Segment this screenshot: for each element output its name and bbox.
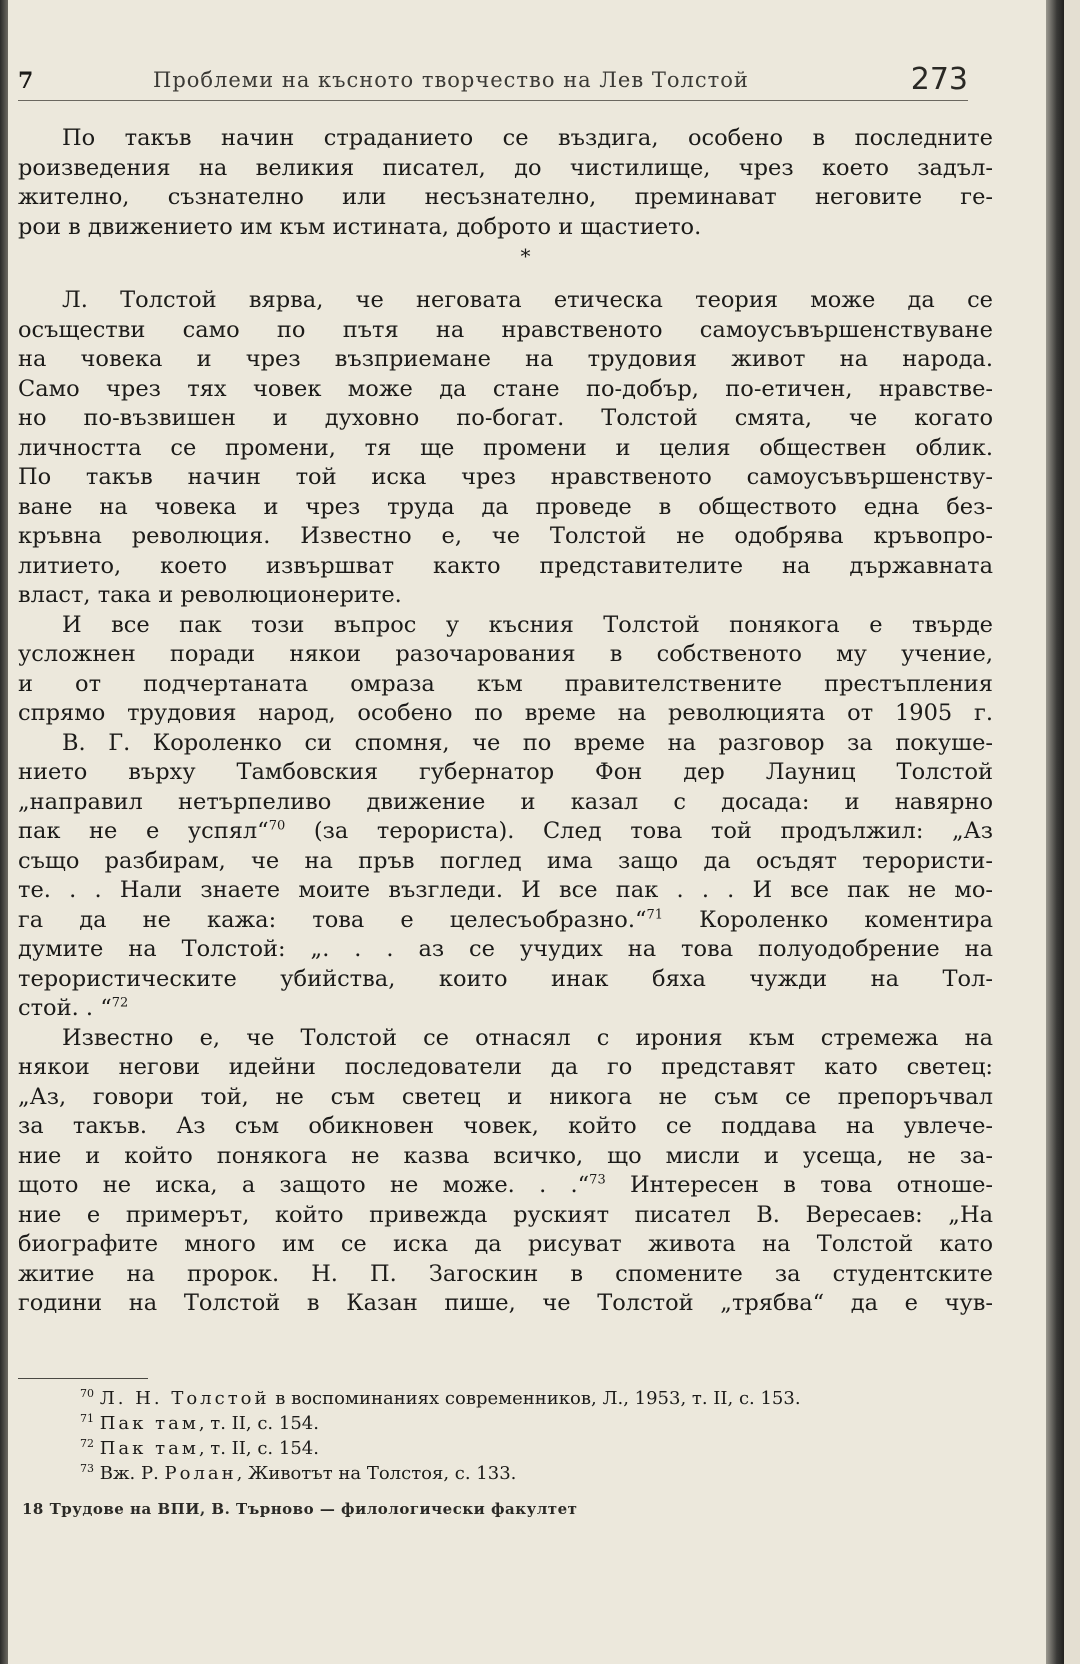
footnote-72	[80, 1436, 1000, 1461]
text-line: жително, съзнателно или несъзнателно, преминават неговите ге-	[18, 184, 993, 210]
text-line: спрямо трудовия народ, особено по време на революцията от 1905 г.	[18, 700, 993, 726]
text-fragment: щото не иска, а защото не може. . .“	[18, 1172, 590, 1198]
text-line: кръвна революция. Известно е, че Толстой не одобрява кръвопро-	[18, 523, 993, 549]
text-line: роизведения на великия писател, до чистилище, чрез което задъл-	[18, 154, 993, 181]
text-line: Само чрез тях човек може да стане по-добър, по-етичен, нравстве-	[18, 375, 993, 402]
text-line: „направил нетърпеливо движение и казал с досада: и навярно	[18, 788, 993, 815]
footnote-73	[80, 1461, 1000, 1486]
footnote-number: 72	[80, 1437, 94, 1450]
text-line: но по-възвишен и духовно по-богат. Толстой смята, че когато	[18, 405, 993, 431]
text-line: „Аз, говори той, не съм светец и никога не съм се препоръчвал	[18, 1083, 993, 1110]
text-line: личността се промени, тя ще промени и целия обществен облик.	[18, 434, 993, 461]
text-line: някои негови идейни последователи да го представят като светец:	[18, 1054, 993, 1080]
text-line: Известно е, че Толстой се отнасял с ирония към стремежа на	[62, 1024, 993, 1051]
text-line	[18, 994, 993, 1024]
footnote-number: 73	[80, 1462, 94, 1475]
text-line: По такъв начин страданието се въздига, особено в последните	[62, 125, 993, 151]
section-separator: *	[520, 244, 531, 268]
footnote-author: Пак там	[99, 1413, 199, 1434]
text-fragment: (за терориста). След това той продължил: „Аз	[285, 818, 993, 844]
margin-mark: 7	[18, 68, 34, 94]
page-left-edge	[0, 0, 8, 1664]
text-fragment: га да не кажа: това е целесъобразно.“	[18, 906, 647, 933]
text-line: усложнен поради някои разочарования в собственото му учение,	[18, 641, 993, 667]
text-line: биографите много им се иска да рисуват живота на Толстой като	[18, 1231, 993, 1257]
footnote-number: 70	[80, 1387, 94, 1400]
text-line: власт, така и революционерите.	[18, 582, 402, 608]
footnote-text: в воспоминаниях современников, Л., 1953, т. II, с. 153.	[269, 1388, 801, 1409]
footnote-text: , Животът на Толстоя, с. 133.	[236, 1463, 517, 1484]
header-rule	[18, 100, 968, 101]
text-line: ние и който понякога не казва всичко, що мисли и усеща, не за-	[18, 1142, 993, 1169]
footnotes	[80, 1386, 1000, 1486]
footnote-ref[interactable]: 70	[268, 818, 286, 834]
text-line: литието, което извършват както представителите на държавната	[18, 552, 993, 579]
text-line: също разбирам, че на пръв поглед има защо да осъдят терористи-	[18, 847, 993, 874]
text-line: и от подчертаната омраза към правителствените престъпления	[18, 670, 993, 697]
text-line: нието върху Тамбовския губернатор Фон дер Лауниц Толстой	[18, 759, 993, 785]
text-line: Л. Толстой вярва, че неговата етическа теория може да се	[62, 287, 993, 313]
text-line: за такъв. Аз съм обикновен човек, който се поддава на увлече-	[18, 1113, 993, 1139]
footnote-prefix: Вж. Р.	[99, 1463, 165, 1484]
footnote-ref[interactable]: 71	[646, 907, 664, 922]
paragraph-2	[18, 286, 993, 611]
text-fragment: стой. . “	[18, 995, 112, 1021]
page-right-edge	[1046, 0, 1064, 1664]
footnote-text: , т. II, с. 154.	[198, 1413, 319, 1434]
text-line: ние е примерът, който привежда руският писател В. Вересаев: „На	[18, 1201, 993, 1228]
text-line: те. . . Нали знаете моите възгледи. И все пак . . . И все пак не мо-	[18, 877, 993, 903]
paragraph-4	[18, 729, 993, 1024]
text-line: житие на пророк. Н. П. Загоскин в спомените за студентските	[18, 1260, 993, 1287]
footnote-71	[80, 1411, 1000, 1436]
footnote-ref[interactable]: 72	[111, 995, 129, 1011]
text-line: на човека и чрез възприемане на трудовия живот на народа.	[18, 346, 993, 372]
text-line: По такъв начин той иска чрез нравственото самоусъвършенству-	[18, 464, 993, 490]
page-number: 273	[910, 62, 968, 97]
footnote-author: Ролан	[164, 1463, 237, 1484]
text-fragment: Интересен в това отноше-	[605, 1172, 993, 1198]
text-fragment: Короленко коментира	[663, 906, 993, 933]
text-line: В. Г. Короленко си спомня, че по време на разговор за покуше-	[62, 729, 993, 756]
footnote-ref[interactable]: 73	[589, 1172, 606, 1188]
text-line	[18, 817, 993, 847]
text-line: И все пак този въпрос у късния Толстой понякога е твърде	[62, 611, 993, 638]
text-line: ване на човека и чрез труда да проведе в обществото една без-	[18, 493, 993, 520]
text-line: осъществи само по пътя на нравственото самоусъвършенствуване	[18, 316, 993, 343]
running-title: Проблеми на късното творчество на Лев Толстой	[153, 68, 749, 92]
paragraph-1	[18, 124, 993, 242]
footnote-number: 71	[80, 1412, 94, 1425]
page-header	[18, 62, 968, 102]
signature-imprint: 18 Трудове на ВПИ, В. Търново — филологически факултет	[22, 1500, 578, 1518]
paragraph-5	[18, 1024, 993, 1319]
footnote-author: Пак там	[99, 1438, 199, 1459]
text-line: думите на Толстой: „. . . аз се учудих на това полуодобрение на	[18, 936, 993, 962]
footnote-text: , т. II, с. 154.	[198, 1438, 319, 1459]
body-text	[18, 124, 993, 1319]
text-fragment: пак не е успял“	[18, 818, 269, 844]
footnote-rule	[18, 1378, 148, 1379]
text-line: терористическите убийства, които инак бяха чужди на Тол-	[18, 965, 993, 992]
footnote-70	[80, 1386, 1000, 1411]
footnote-author: Л. Н. Толстой	[99, 1388, 270, 1409]
text-line	[18, 1171, 993, 1201]
text-line	[18, 906, 993, 936]
text-line: рои в движението им към истината, доброто и щастието.	[18, 213, 702, 240]
paragraph-3	[18, 611, 993, 729]
text-line: години на Толстой в Казан пише, че Толстой „трябва“ да е чув-	[18, 1290, 993, 1316]
